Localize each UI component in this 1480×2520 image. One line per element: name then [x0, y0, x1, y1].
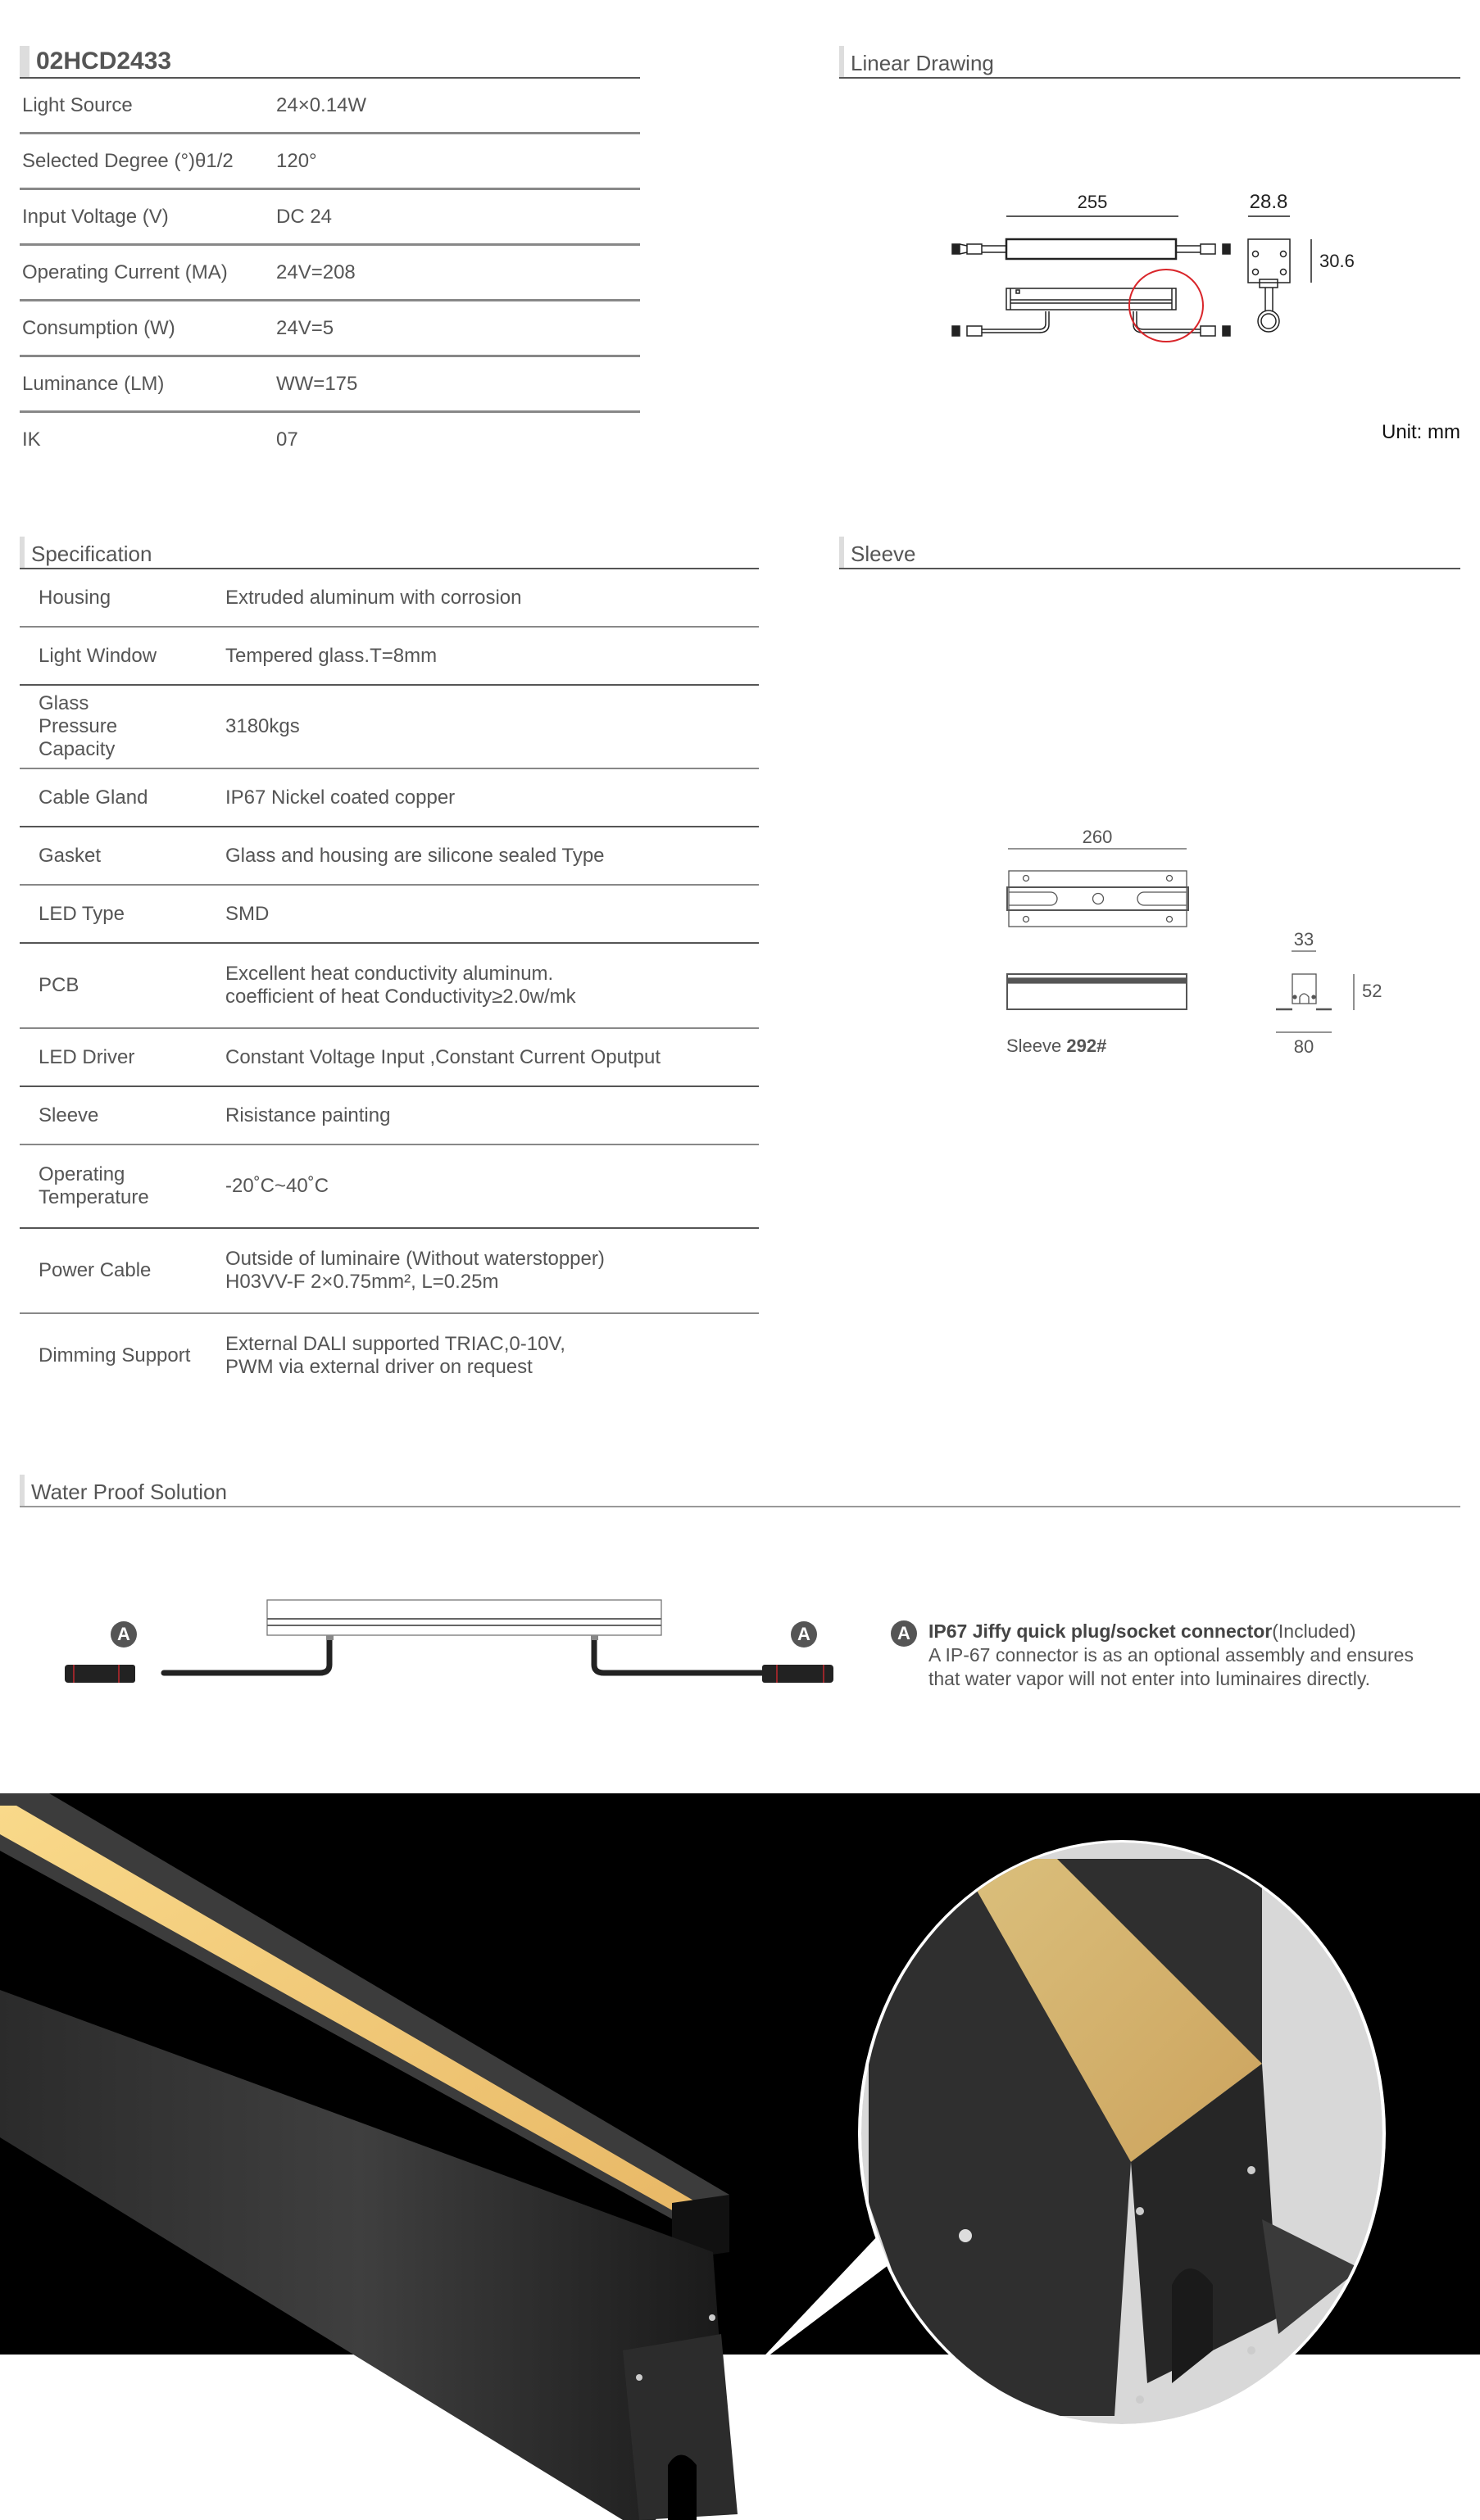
specification-value: Outside of luminaire (Without waterstopper) H03VV-F 2×0.75mm², L=0.25m	[225, 1248, 605, 1293]
spec-value: WW=175	[276, 372, 358, 395]
specification-value: Tempered glass.T=8mm	[225, 644, 438, 667]
product-photo	[0, 1793, 1480, 2520]
spec-label: Light Source	[22, 93, 133, 116]
specification-value: Glass and housing are silicone sealed Type	[225, 844, 605, 867]
specification-row	[20, 1028, 759, 1086]
specification-row	[20, 1228, 759, 1313]
header-accent-bar	[20, 1475, 25, 1506]
specification-label: Gasket	[39, 844, 102, 867]
spec-row	[20, 189, 640, 245]
specification-row	[20, 627, 759, 685]
header-accent-bar	[839, 537, 844, 568]
spec-value: DC 24	[276, 205, 333, 228]
sleeve-end-view	[1292, 974, 1316, 1004]
right-connector	[762, 1665, 833, 1683]
sleeve-height-label: 52	[1362, 981, 1382, 1001]
unit-label: Unit: mm	[1382, 421, 1460, 443]
specification-value: Excellent heat conductivity aluminum. coefficient of heat Conductivity≥2.0w/mk	[225, 963, 576, 1008]
height-label: 30.6	[1319, 251, 1355, 271]
connector-marker-left: A	[111, 1621, 137, 1648]
specification-value: -20˚C~40˚C	[225, 1175, 329, 1197]
fixture-body	[267, 1600, 661, 1635]
left-cable	[164, 1638, 329, 1673]
specification-header	[20, 537, 759, 569]
spec-label: Operating Current (MA)	[22, 261, 228, 283]
waterproof-diagram	[49, 1589, 869, 1704]
specification-value: External DALI supported TRIAC,0-10V, PWM via external driver on request	[225, 1333, 565, 1378]
sleeve-caption-model: 292#	[1066, 1036, 1107, 1056]
length-label: 255	[1077, 192, 1108, 212]
specification-label: Power Cable	[39, 1259, 152, 1281]
left-connector	[65, 1665, 135, 1683]
connector-marker-right: A	[791, 1621, 817, 1648]
specification-row	[20, 768, 759, 827]
connector-note	[928, 1620, 1414, 1691]
specification-row	[20, 1313, 759, 1398]
sleeve-header	[839, 537, 1460, 569]
sleeve-top-width-label: 33	[1293, 929, 1314, 950]
waterproof-header	[20, 1475, 1460, 1507]
sleeve-caption	[1006, 1036, 1106, 1056]
specification-label: LED Type	[39, 902, 125, 925]
specification-row	[20, 685, 759, 768]
spec-value: 07	[276, 428, 298, 451]
spec-row	[20, 356, 640, 412]
specification-label: Operating Temperature	[39, 1163, 149, 1208]
specification-label: Cable Gland	[39, 786, 148, 809]
sleeve-caption-prefix: Sleeve	[1006, 1036, 1067, 1056]
width-label: 28.8	[1249, 191, 1288, 213]
right-cable	[594, 1638, 762, 1673]
fixture-side-view	[1006, 288, 1176, 310]
model-spec-table	[20, 79, 640, 466]
specification-row	[20, 885, 759, 943]
specification-value: Risistance painting	[225, 1104, 391, 1126]
note-suffix: (Included)	[1272, 1620, 1356, 1642]
specification-label: LED Driver	[39, 1045, 135, 1068]
spec-value: 24×0.14W	[276, 93, 367, 116]
note-marker: A	[891, 1620, 917, 1647]
header-accent-bar	[839, 46, 844, 77]
spec-value: 24V=5	[276, 316, 334, 339]
sleeve-top-view	[1009, 871, 1187, 927]
specification-value: Constant Voltage Input ,Constant Current Oputput	[225, 1045, 661, 1068]
specification-row	[20, 569, 759, 627]
fixture-top-view	[1006, 239, 1176, 259]
spec-value: 120°	[276, 149, 317, 172]
spec-label: Selected Degree (°)θ1/2	[22, 149, 234, 172]
specification-value: SMD	[225, 902, 270, 925]
specification-label: PCB	[39, 974, 79, 996]
spec-row	[20, 245, 640, 301]
specification-row	[20, 943, 759, 1028]
detail-highlight-circle	[1129, 270, 1203, 342]
specification-label: Dimming Support	[39, 1344, 191, 1367]
spec-value: 24V=208	[276, 261, 356, 283]
linear-drawing	[934, 180, 1360, 360]
spec-row	[20, 412, 640, 467]
specification-title: Specification	[31, 542, 152, 566]
specification-row	[20, 1144, 759, 1228]
header-accent-bar	[20, 46, 30, 77]
spec-row	[20, 134, 640, 189]
note-line-1: A IP-67 connector is as an optional assembly and ensures	[928, 1644, 1414, 1666]
sleeve-body	[0, 1990, 721, 2520]
linear-drawing-title: Linear Drawing	[851, 51, 994, 75]
spec-label: Input Voltage (V)	[22, 205, 169, 228]
note-line-2: that water vapor will not enter into luminaires directly.	[928, 1668, 1371, 1689]
sleeve-title: Sleeve	[851, 542, 916, 566]
sleeve-drawing	[992, 815, 1401, 1061]
spec-row	[20, 301, 640, 356]
specification-label: Housing	[39, 586, 111, 609]
specification-value: 3180kgs	[225, 715, 300, 737]
specification-table	[20, 569, 759, 1398]
waterproof-title: Water Proof Solution	[31, 1480, 227, 1504]
specification-value: Extruded aluminum with corrosion	[225, 586, 522, 609]
fixture-end-view	[1248, 239, 1290, 283]
specification-label: Light Window	[39, 644, 157, 667]
model-title: 02HCD2433	[36, 48, 172, 75]
header-accent-bar	[20, 537, 25, 568]
spec-row	[20, 79, 640, 134]
linear-drawing-header	[839, 46, 1460, 79]
note-title: IP67 Jiffy quick plug/socket connector	[928, 1620, 1273, 1642]
spec-label: IK	[22, 428, 41, 451]
specification-value: IP67 Nickel coated copper	[225, 786, 456, 809]
specification-row	[20, 827, 759, 885]
spec-label: Luminance (LM)	[22, 372, 165, 395]
sleeve-length-label: 260	[1082, 827, 1113, 847]
specification-label: Glass Pressure Capacity	[39, 692, 118, 760]
spec-label: Consumption (W)	[22, 316, 175, 339]
specification-label: Sleeve	[39, 1104, 99, 1126]
sleeve-base-width-label: 80	[1293, 1036, 1314, 1057]
model-header	[20, 46, 640, 79]
specification-row	[20, 1086, 759, 1144]
